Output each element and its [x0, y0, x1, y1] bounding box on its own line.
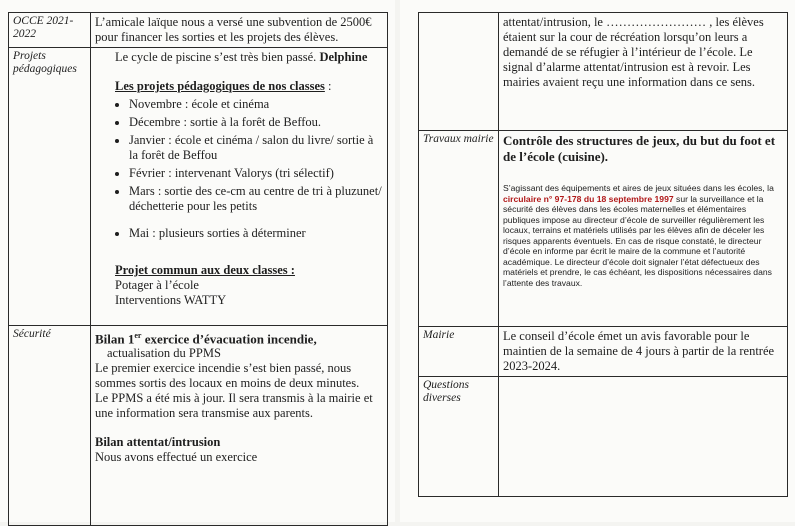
bilan1-a: Bilan 1 [95, 331, 135, 347]
list-item: • Janvier : école et cinéma / salon du livre/ sortie à la forêt de Beffou [129, 133, 383, 163]
bilan1-sub: actualisation du PPMS [107, 346, 221, 361]
list-item: • Mars : sortie des ce-cm au centre de tri à pluzunet/ déchetterie pour les petits [129, 184, 383, 214]
travaux-p1-a: S’agissant des équipements et aires de jeux situées dans les écoles, la [503, 183, 774, 193]
right-minutes-table [418, 12, 788, 497]
list-item: • Février : intervenant Valorys (tri sélectif) [129, 166, 383, 181]
securite-row [9, 326, 388, 526]
projets-row [9, 48, 388, 326]
travaux-paragraph [503, 183, 783, 288]
securite-content [91, 326, 388, 526]
mairie-text: Le conseil d’école émet un avis favorable pour le maintien de la semaine de 4 jours à partir de la rentrée 2023-2024. [499, 327, 788, 377]
list-item: • Mai : plusieurs sorties à déterminer [129, 226, 383, 241]
projets-content [91, 48, 388, 326]
securite-para1: Le premier exercice incendie s’est bien passé, nous sommes sortis des locaux en moins de deux minutes. [95, 361, 360, 391]
projets-intro-name: Delphine [319, 50, 368, 64]
continuation-label-cell [419, 13, 499, 131]
left-minutes-table [8, 12, 388, 526]
classes-title: Les projets pédagogiques de nos classes [115, 79, 325, 93]
travaux-row [419, 131, 788, 327]
continuation-text: attentat/intrusion, le …………………… , les élèves étaient sur la cour de récréation lorsqu’on leurs a demandé de se réfugier à l’intérieur de l’école. Le signal d’alarme attentat/intrusion est à revoir. Les mairies avaient reçu une information dans ce sens. [499, 13, 788, 131]
travaux-content [499, 131, 788, 327]
questions-row [419, 377, 788, 497]
circulaire-reference: circulaire n° 97-178 du 18 septembre 1997 [503, 193, 674, 204]
questions-label: Questions diverses [419, 377, 499, 497]
travaux-heading: Contrôle des structures de jeux, du but du foot et de l’école (cuisine). [503, 133, 776, 164]
securite-para3: Nous avons effectué un exercice [95, 450, 258, 465]
projets-intro [95, 50, 383, 65]
securite-para2: Le PPMS a été mis à jour. Il sera transmis à la mairie et une information sera transmise aux parents. [95, 391, 373, 421]
projets-label: Projets pédagogiques [9, 48, 91, 326]
list-item: • Décembre : sortie à la forêt de Beffou. [129, 115, 383, 130]
travaux-label: Travaux mairie [419, 131, 499, 327]
bilan2-heading [95, 435, 383, 450]
mairie-row [419, 327, 788, 377]
questions-text [499, 377, 788, 497]
mairie-label: Mairie [419, 327, 499, 377]
continuation-row [419, 13, 788, 131]
occe-label: OCCE 2021-2022 [9, 13, 91, 48]
occe-row [9, 13, 388, 48]
bilan1-b: exercice d’évacuation incendie, [141, 331, 317, 347]
list-item: • Novembre : école et cinéma [129, 97, 383, 112]
bilan2-title: Bilan attentat/intrusion [95, 435, 221, 450]
bilan1-heading [95, 328, 383, 346]
securite-label: Sécurité [9, 326, 91, 526]
common-title: Projet commun aux deux classes : [115, 263, 295, 277]
travaux-p1-b: sur la surveillance et la sécurité des élèves dans les écoles maternelles et élémentaires publiques impose au directeur d’école de surveiller régulièrement les locaux, terrains et matériels utilisés par les élèves afin de déceler les risques apparents éventuels. En cas de risque constaté, le directeur d’école en informe par écrit le maire de la commune et l’autorité académique. Le directeur d’école doit signaler l’état défectueux des matériels et prendre, le cas échéant, les dispositions nécessaires dans l’attente des travaux. [503, 193, 772, 288]
occe-text: L’amicale laïque nous a versé une subvention de 2500€ pour financer les sorties et les projets des élèves. [91, 13, 388, 48]
projets-intro-text: Le cycle de piscine s’est très bien passé. [115, 50, 317, 64]
common-line: Potager à l’école [115, 278, 199, 292]
classes-heading [95, 79, 383, 94]
projects-list [95, 97, 383, 241]
common-line: Interventions WATTY [115, 293, 227, 307]
left-page [0, 0, 395, 522]
bilan1-sup: er [134, 331, 142, 340]
right-page [400, 0, 795, 522]
classes-colon: : [324, 79, 332, 93]
